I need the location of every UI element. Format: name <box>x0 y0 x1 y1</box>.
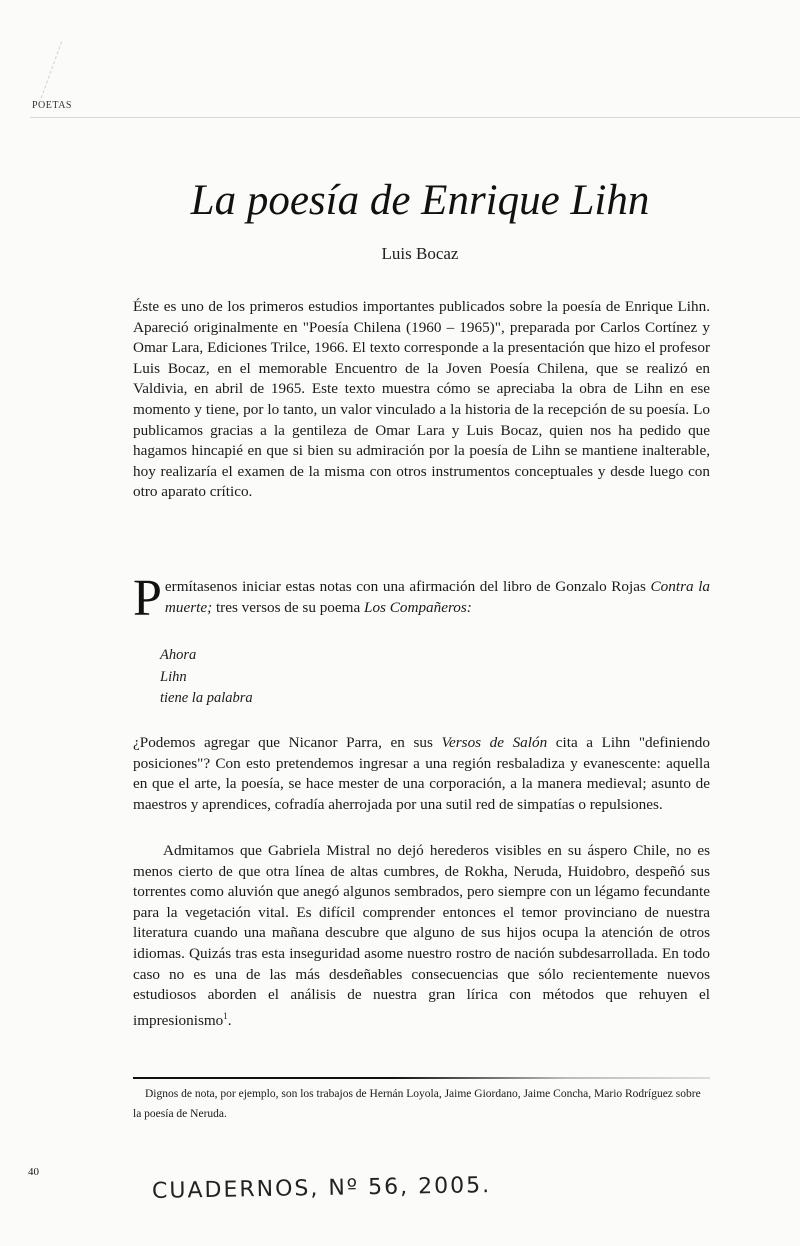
drop-cap: P <box>133 570 162 627</box>
footnote-1: Dignos de nota, por ejemplo, son los trabajos de Hernán Loyola, Jaime Giordano, Jaime Concha, Mario Rodríguez sobre la poesía de Neruda. <box>133 1088 701 1120</box>
quoted-verses <box>160 645 253 710</box>
header-rule <box>30 117 800 118</box>
article-title: La poesía de Enrique Lihn <box>190 177 650 224</box>
paragraph-2 <box>133 733 710 815</box>
paragraph-1-text-mid: tres versos de su poema <box>212 598 364 616</box>
paragraph-1 <box>133 570 711 627</box>
paragraph-3 <box>133 841 710 1031</box>
footnote-rule <box>133 1077 710 1079</box>
paragraph-2-text-start: ¿Podemos agregar que Nicanor Parra, en sus <box>133 734 442 751</box>
poem-title-los-companeros: Los Compañeros: <box>364 598 472 616</box>
scan-artifact <box>41 42 91 109</box>
paragraph-3-text-end: . <box>227 1011 232 1029</box>
paragraph-1-text-start: ermítasenos iniciar estas notas con una afirmación del libro de Gonzalo Rojas <box>164 578 651 595</box>
handwritten-citation: CUADERNOS, Nº 56, 2005. <box>151 1173 492 1204</box>
intro-paragraph: Éste es uno de los primeros estudios importantes publicados sobre la poesía de Enrique Lihn. Apareció originalmente en "Poesía Chilena (1960 – 1965)", preparada por Carlos Cortínez y Omar Lara, Ediciones Trilce, 1966. El texto corresponde a la presentación que hizo el profesor Luis Bocaz, en el memorable Encuentro de la Joven Poesía Chilena, que se realizó en Valdivia, en abril de 1965. Este texto muestra cómo se apreciaba la obra de Lihn en ese momento y tiene, por lo tanto, un valor vinculado a la historia de la recepción de su poesía. Lo publicamos gracias a la gentileza de Omar Lara y Luis Bocaz, quien nos ha pedido que hagamos hincapié en que si bien su admiración por la poesía de Lihn se mantiene inalterable, hoy realizaría el examen de la misma con otros instrumentos conceptuales y desde luego con otro aparato crítico. <box>133 298 710 501</box>
section-label: POETAS <box>32 100 72 111</box>
footnote-reference[interactable]: 1 <box>223 1010 228 1021</box>
paragraph-3-text: Admitamos que Gabriela Mistral no dejó herederos visibles en su áspero Chile, no es menos cierto de que otra línea de altas cumbres, de Rokha, Neruda, Huidobro, despeñó sus torrentes como aluvión que anegó algunos sembrados, pero siempre con un légamo fecundante para la vegetación vital. Es difícil comprender entonces el temor provinciano de nuestra literatura cuando una mañana descubre que alguno de sus hijos ocupa la atención de otros idiomas. Quizás tras esta inseguridad asome nuestro rostro de nación subdesarrollada. En todo caso no es una de las más desdeñables consecuencias que sólo recientemente nuevos estudiosos aborden el análisis de nuestra gran lírica con métodos que rehuyen el impresionismo <box>133 842 710 1029</box>
verse-line: Lihn <box>160 668 187 685</box>
book-title-versos-de-salon: Versos de Salón <box>441 734 548 751</box>
paragraph-2-text-end: cita a Lihn "definiendo posiciones"? Con esto pretendemos ingresar a una región resbaladiza y evanescente: aquella en que el arte, la poesía, se hace mester de una corporación, a la manera medieval; asunto de maestros y aprendices, cofradía aherrojada por una sutil red de simpatías o repulsiones. <box>133 734 710 813</box>
book-title-contra-la-muerte: Contra la muerte; <box>164 578 711 616</box>
article-author: Luis Bocaz <box>381 244 459 263</box>
verse-line: Ahora <box>160 647 197 663</box>
page-number: 40 <box>28 1166 39 1178</box>
verse-line: tiene la palabra <box>160 690 253 706</box>
